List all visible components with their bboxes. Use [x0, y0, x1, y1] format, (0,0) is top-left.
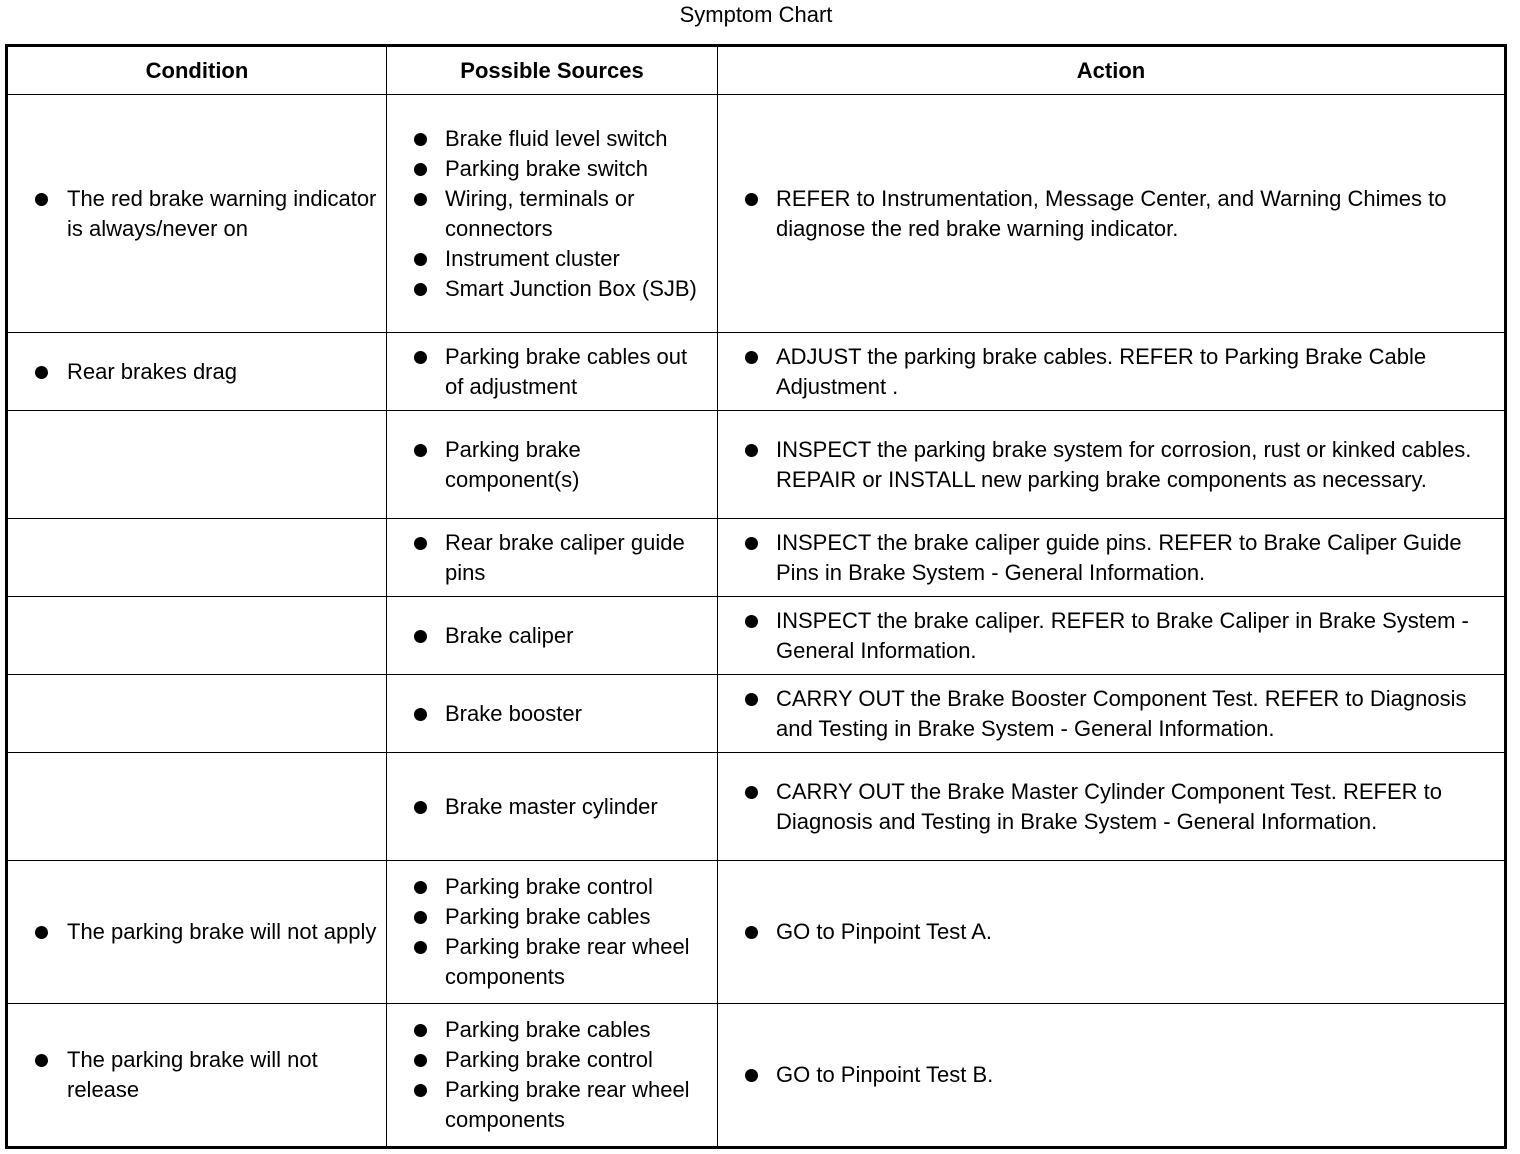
possible-sources-cell — [387, 519, 718, 597]
condition-cell — [7, 411, 387, 519]
possible-sources-cell — [387, 333, 718, 411]
list-item: Parking brake control — [387, 872, 717, 902]
action-cell — [718, 1004, 1506, 1148]
list-item: GO to Pinpoint Test A. — [718, 917, 1504, 947]
action-cell — [718, 597, 1506, 675]
list-item: Brake booster — [387, 699, 717, 729]
condition-cell — [7, 597, 387, 675]
condition-cell — [7, 675, 387, 753]
action-cell — [718, 753, 1506, 861]
list-item: ADJUST the parking brake cables. REFER to Parking Brake Cable Adjustment . — [718, 342, 1504, 402]
possible-sources-cell — [387, 675, 718, 753]
list-item: Parking brake cables — [387, 1015, 717, 1045]
list-item: Parking brake rear wheel components — [387, 1075, 717, 1135]
possible-sources-cell — [387, 597, 718, 675]
condition-cell — [7, 95, 387, 333]
list-item: Wiring, terminals or connectors — [387, 184, 717, 244]
list-item: Smart Junction Box (SJB) — [387, 274, 717, 304]
condition-cell — [7, 861, 387, 1004]
list-item: INSPECT the brake caliper guide pins. REFER to Brake Caliper Guide Pins in Brake System - General Information. — [718, 528, 1504, 588]
action-cell — [718, 95, 1506, 333]
list-item: Instrument cluster — [387, 244, 717, 274]
table-row — [7, 411, 1506, 519]
header-possible-sources: Possible Sources — [387, 46, 718, 95]
list-item: CARRY OUT the Brake Master Cylinder Component Test. REFER to Diagnosis and Testing in Brake System - General Information. — [718, 777, 1504, 837]
possible-sources-cell — [387, 753, 718, 861]
list-item: Parking brake switch — [387, 154, 717, 184]
list-item: Parking brake control — [387, 1045, 717, 1075]
table-row — [7, 597, 1506, 675]
list-item: Parking brake cables — [387, 902, 717, 932]
list-item: Brake master cylinder — [387, 792, 717, 822]
action-cell — [718, 675, 1506, 753]
action-cell — [718, 861, 1506, 1004]
header-condition: Condition — [7, 46, 387, 95]
list-item: Brake caliper — [387, 621, 717, 651]
page-title: Symptom Chart — [679, 2, 833, 27]
table-row — [7, 333, 1506, 411]
list-item: GO to Pinpoint Test B. — [718, 1060, 1504, 1090]
list-item: Parking brake rear wheel components — [387, 932, 717, 992]
list-item: Parking brake component(s) — [387, 435, 717, 495]
list-item: The parking brake will not release — [8, 1045, 386, 1105]
condition-cell — [7, 753, 387, 861]
list-item: Brake fluid level switch — [387, 124, 717, 154]
action-cell — [718, 519, 1506, 597]
list-item: REFER to Instrumentation, Message Center, and Warning Chimes to diagnose the red brake warning indicator. — [718, 184, 1504, 244]
action-cell — [718, 333, 1506, 411]
header-action: Action — [718, 46, 1506, 95]
possible-sources-cell — [387, 1004, 718, 1148]
table-row — [7, 519, 1506, 597]
list-item: Rear brakes drag — [8, 357, 386, 387]
table-row — [7, 753, 1506, 861]
table-header-row — [7, 46, 1506, 95]
list-item: Parking brake cables out of adjustment — [387, 342, 717, 402]
list-item: CARRY OUT the Brake Booster Component Test. REFER to Diagnosis and Testing in Brake System - General Information. — [718, 684, 1504, 744]
table-row — [7, 861, 1506, 1004]
condition-cell — [7, 333, 387, 411]
condition-cell — [7, 519, 387, 597]
symptom-chart-table — [5, 44, 1507, 1149]
table-row — [7, 95, 1506, 333]
possible-sources-cell — [387, 861, 718, 1004]
list-item: INSPECT the brake caliper. REFER to Brake Caliper in Brake System - General Information. — [718, 606, 1504, 666]
possible-sources-cell — [387, 95, 718, 333]
list-item: INSPECT the parking brake system for corrosion, rust or kinked cables. REPAIR or INSTALL new parking brake components as necessary. — [718, 435, 1504, 495]
list-item: The parking brake will not apply — [8, 917, 386, 947]
list-item: Rear brake caliper guide pins — [387, 528, 717, 588]
possible-sources-cell — [387, 411, 718, 519]
table-row — [7, 675, 1506, 753]
action-cell — [718, 411, 1506, 519]
list-item: The red brake warning indicator is always/never on — [8, 184, 386, 244]
table-row — [7, 1004, 1506, 1148]
condition-cell — [7, 1004, 387, 1148]
